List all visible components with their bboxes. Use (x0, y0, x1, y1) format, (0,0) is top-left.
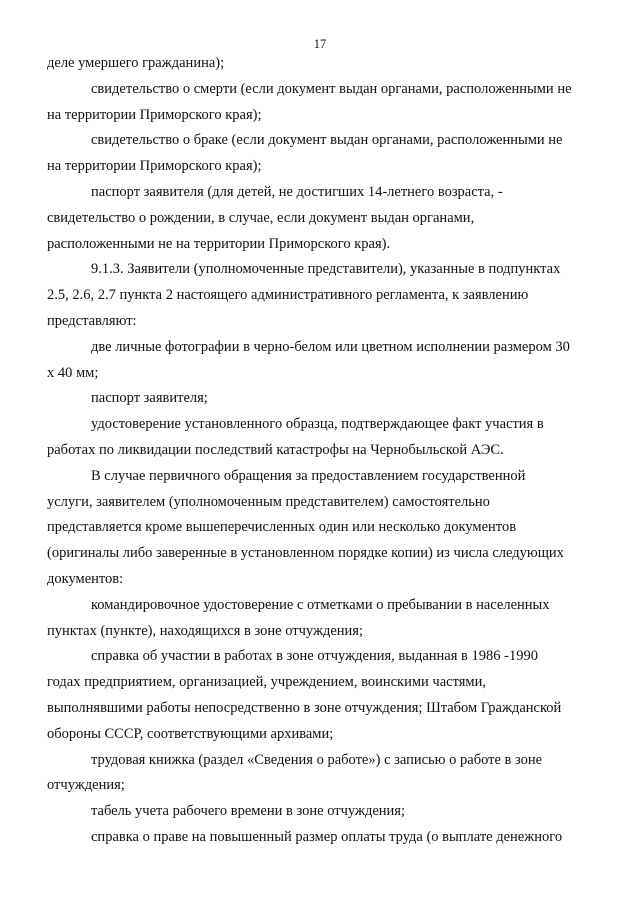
paragraph-timesheet: табель учета рабочего времени в зоне отчуждения; (91, 803, 405, 820)
page-number: 17 (313, 37, 327, 51)
paragraph-photographs: две личные фотографии в черно-белом или цветном исполнении размером 30 х 40 мм; (47, 338, 570, 381)
paragraph-death-certificate: свидетельство о смерти (если документ выдан органами, расположенными не на территории Приморского края); (47, 80, 572, 123)
paragraph-certificate-chernobyl: удостоверение установленного образца, подтверждающее факт участия в работах по ликвидации последствий катастрофы на Чернобыльской АЭС. (47, 416, 544, 458)
paragraph-passport: паспорт заявителя; (91, 390, 208, 407)
paragraph-9-1-3: 9.1.3. Заявители (уполномоченные представители), указанные в подпунктах 2.5, 2.6, 2.7 пункта 2 настоящего административного регламента, к заявлению представляют: (47, 261, 561, 329)
paragraph-continuation: деле умершего гражданина); (47, 55, 225, 71)
paragraph-work-participation-reference: справка об участии в работах в зоне отчуждения, выданная в 1986 -1990 годах предприятием, организацией, учреждением, воинскими частями, выполнявшими работы непосредственно в зоне отчуждения; Штабом Гражданской обороны СССР, соответствующими архивами; (47, 648, 562, 742)
paragraph-travel-certificate: командировочное удостоверение с отметками о пребывании в населенных пунктах (пункте), находящихся в зоне отчуждения; (47, 596, 550, 639)
paragraph-employment-record: трудовая книжка (раздел «Сведения о работе») с записью о работе в зоне отчуждения; (47, 751, 543, 794)
paragraph-marriage-certificate: свидетельство о браке (если документ выдан органами, расположенными не на территории Приморского края); (47, 132, 563, 175)
paragraph-applicant-passport: паспорт заявителя (для детей, не достигших 14-летнего возраста, - свидетельство о рождении, в случае, если документ выдан органами, расположенными не на территории Приморского края). (47, 183, 503, 252)
document-body (47, 51, 595, 851)
paragraph-salary-reference: справка о праве на повышенный размер оплаты труда (о выплате денежного (91, 828, 563, 845)
paragraph-first-application: В случае первичного обращения за предоставлением государственной услуги, заявителем (уполномоченным представителем) самостоятельно представляется кроме вышеперечисленных один или несколько документов (оригиналы либо заверенные в установленном порядке копии) из числа следующих документов: (47, 467, 564, 587)
